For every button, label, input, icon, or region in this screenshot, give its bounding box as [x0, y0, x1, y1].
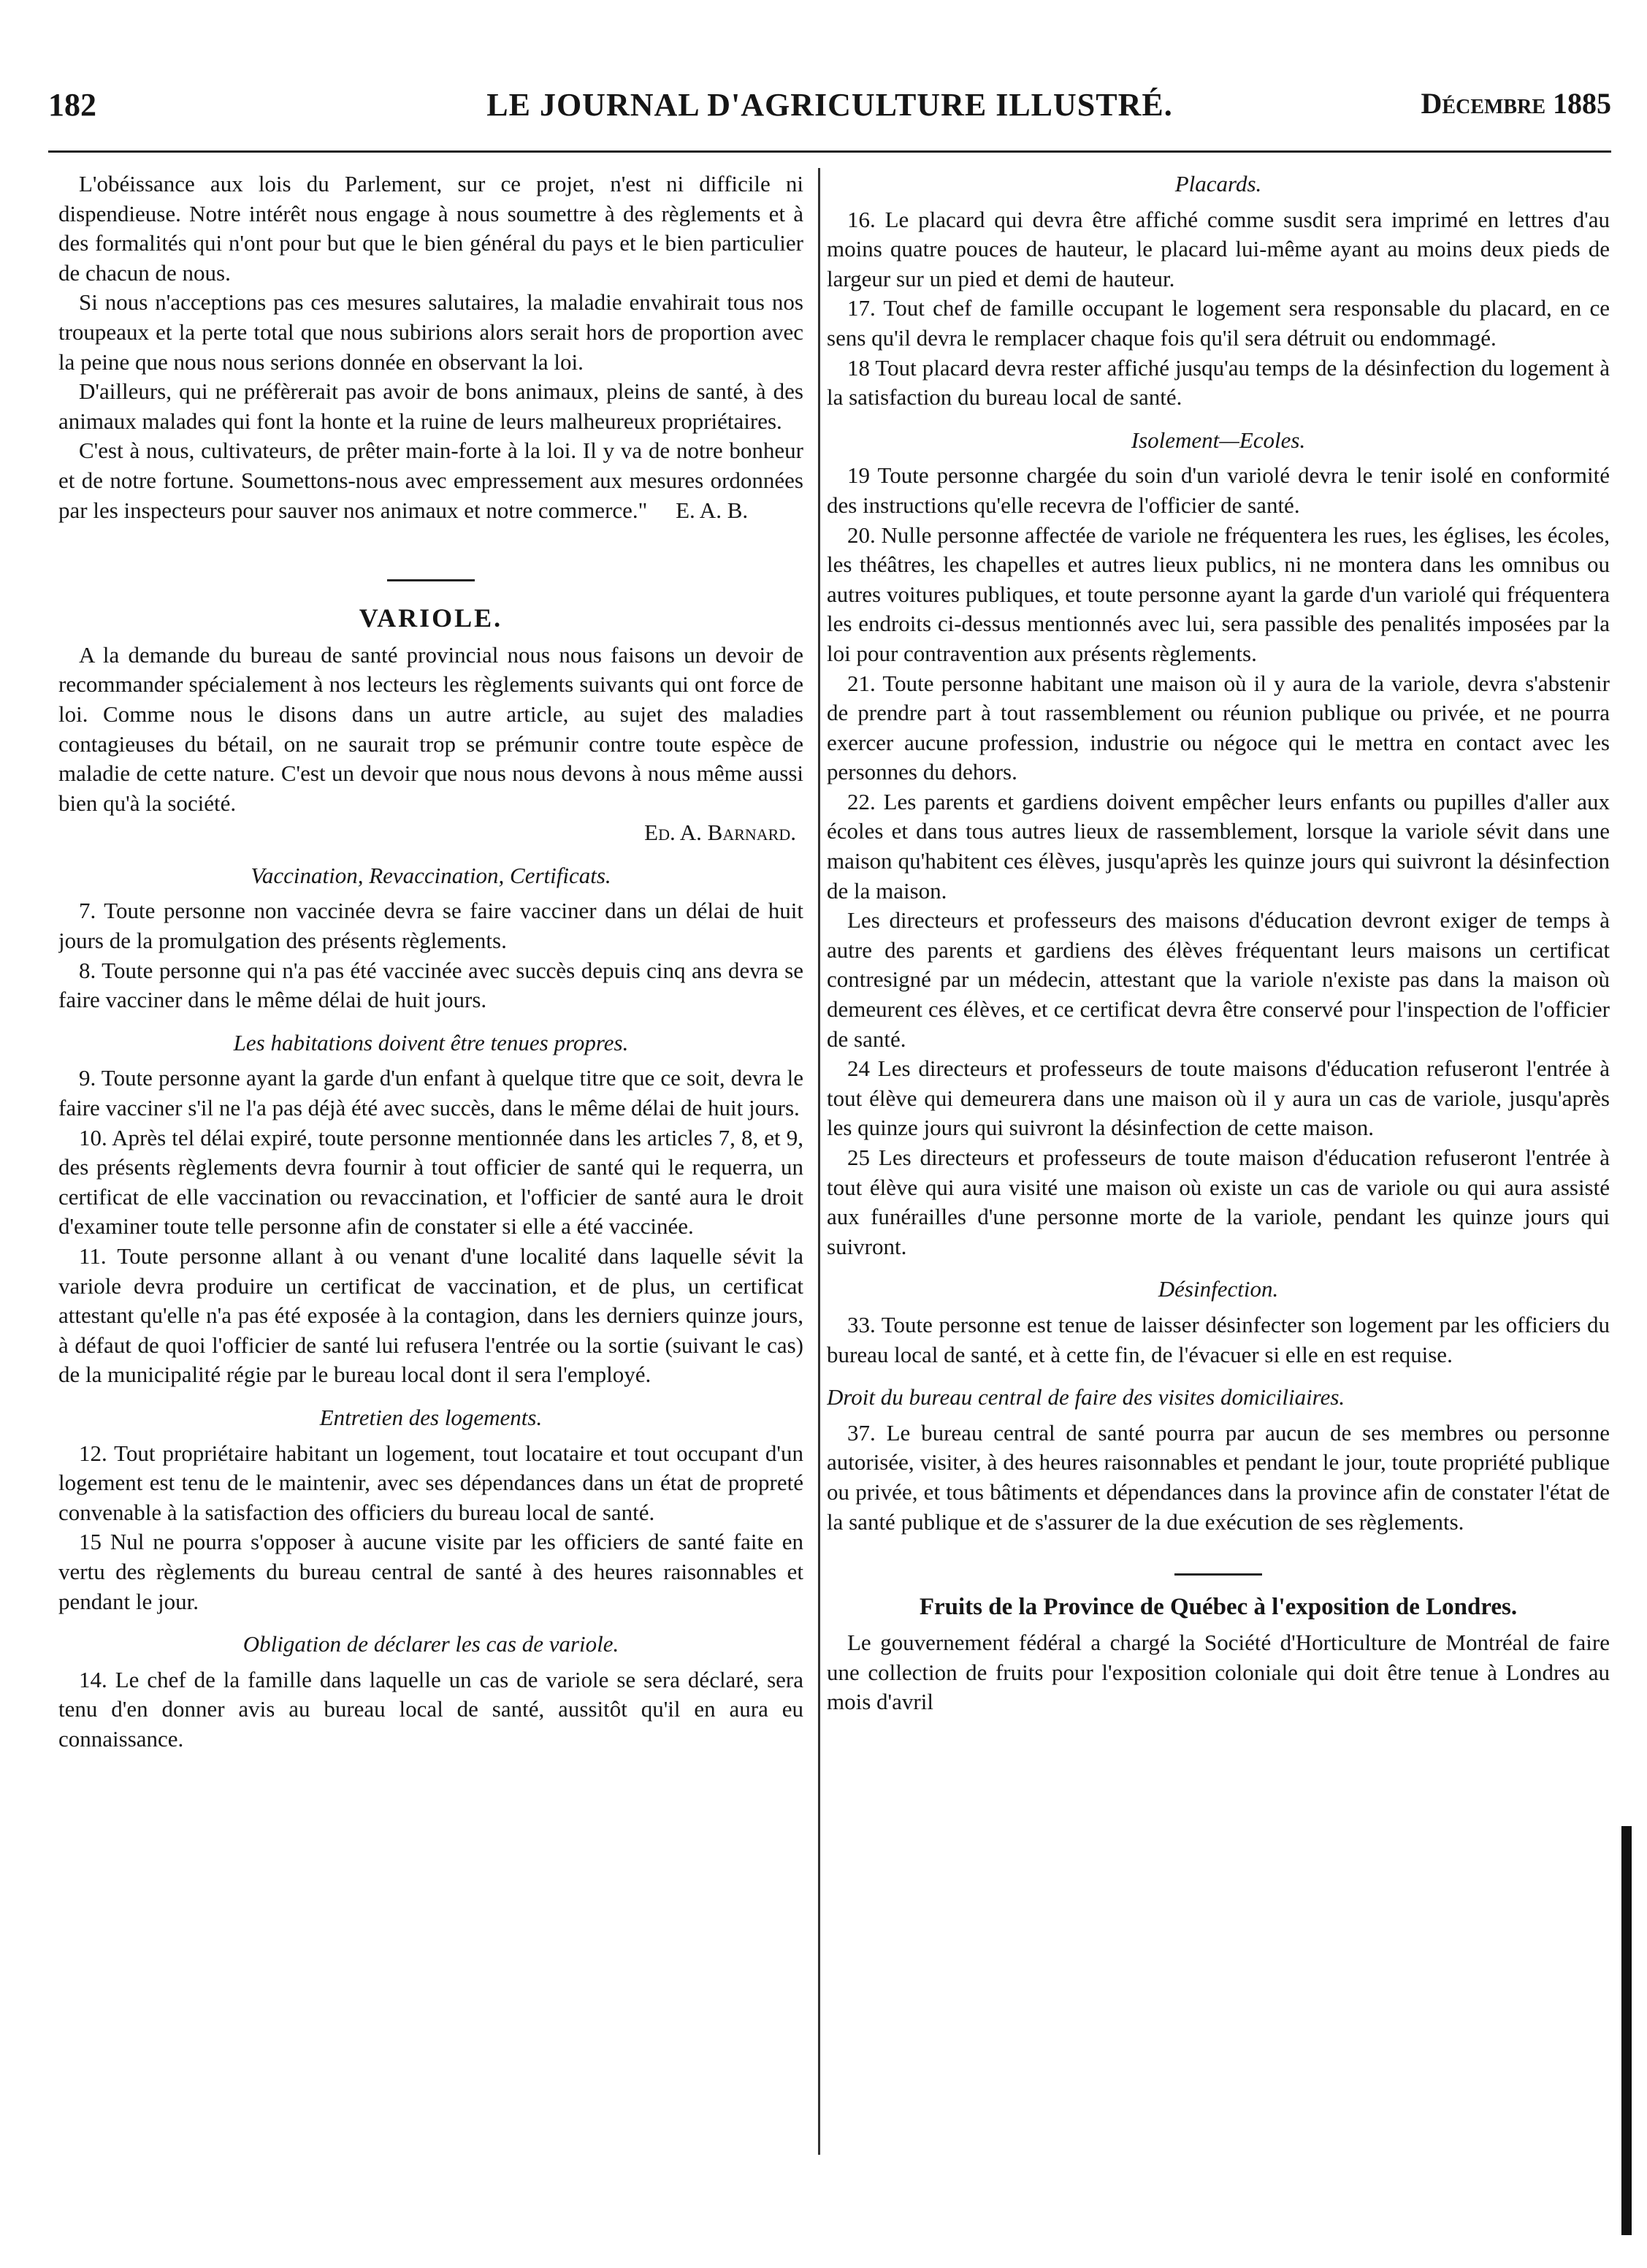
article-7: 7. Toute personne non vaccinée devra se faire vacciner dans un délai de huit jours de la promulgation des présents règlements. [58, 898, 803, 954]
article-19: 19 Toute personne chargée du soin d'un variolé devra le tenir isolé en conformité des instructions qu'elle recevra de l'officier de santé. [827, 462, 1610, 518]
left-column [58, 169, 803, 2171]
paragraph: D'ailleurs, qui ne préfèrerait pas avoir de bons animaux, pleins de santé, à des animaux malades qui font la honte et la ruine de leurs malheureux propriétaires. [58, 378, 803, 434]
article-24: 24 Les directeurs et professeurs de toute maisons d'éducation refuseront l'entrée à tout élève qui demeurera dans une maison où il y aura un cas de variole, jusqu'après les quinze jours qui suivront la désinfection de cette maison. [827, 1055, 1610, 1141]
paragraph: Les directeurs et professeurs des maisons d'éducation devront exiger de temps à autre des parents et gardiens des élèves fréquentant leurs maisons un certificat contresigné par un médecin, attestant que la variole n'existe pas dans la maison où demeurent ces élèves, et ce certificat devra être conservé pour l'inspection de l'officier de santé. [827, 907, 1610, 1052]
page-edge-mark [1621, 1826, 1632, 2235]
paragraph: Si nous n'acceptions pas ces mesures salutaires, la maladie envahirait tous nos troupeaux et la perte total que nous subirions alors serait hors de proportion avec la peine que nous nous serions donnée en observant la loi. [58, 289, 803, 375]
page-header [48, 86, 1611, 137]
article-18: 18 Tout placard devra rester affiché jusqu'au temps de la désinfection du logement à la satisfaction du bureau local de santé. [827, 354, 1610, 411]
subheading: Désinfection. [1158, 1276, 1279, 1302]
header-rule [48, 150, 1611, 153]
article-17: 17. Tout chef de famille occupant le logement sera responsable du placard, en ce sens qu'il devra le remplacer chaque fois qu'il sera détruit ou endommagé. [827, 295, 1610, 351]
article-8: 8. Toute personne qui n'a pas été vaccinée avec succès depuis cinq ans devra se faire vacciner dans le même délai de huit jours. [58, 957, 803, 1013]
signature-text: Ed. A. Barnard. [644, 820, 796, 846]
page-number: 182 [48, 87, 96, 123]
journal-title: LE JOURNAL D'AGRICULTURE ILLUSTRÉ. [486, 87, 1173, 123]
subheading: Droit du bureau central de faire des visites domiciliaires. [827, 1384, 1345, 1410]
section-title-fruits: Fruits de la Province de Québec à l'exposition de Londres. [919, 1594, 1518, 1621]
article-37: 37. Le bureau central de santé pourra par aucun de ses membres ou personne autorisée, visiter, à des heures raisonnables et pendant le jour, toute propriété publique ou privée, et tous bâtiments et dépendances dans la province afin de constater l'état de la santé publique et de s'assurer de la due exécution de ses règlements. [827, 1419, 1610, 1535]
paragraph [58, 436, 803, 525]
subheading: Les habitations doivent être tenues propres. [233, 1029, 629, 1055]
section-rule [1174, 1573, 1262, 1576]
author-initials: E. A. B. [676, 497, 749, 523]
article-15: 15 Nul ne pourra s'opposer à aucune visite par les officiers de santé faite en vertu des règlements du bureau central de santé à des heures raisonnables et pendant le jour. [58, 1529, 803, 1614]
section-title-variole: VARIOLE. [359, 603, 503, 633]
paragraph: L'obéissance aux lois du Parlement, sur ce projet, n'est ni difficile ni dispendieuse. Notre intérêt nous engage à nous soumettre à des règlements et à des formalités qui n'ont pour but que le bien général du pays et le bien particulier de chacun de nous. [58, 171, 803, 286]
article-16: 16. Le placard qui devra être affiché comme susdit sera imprimé en lettres d'au moins quatre pouces de hauteur, le placard lui-même ayant au moins deux pieds de largeur sur un pied et demi de hauteur. [827, 206, 1610, 291]
article-14: 14. Le chef de la famille dans laquelle un cas de variole se sera déclaré, sera tenu d'en donner avis au bureau local de santé, aussitôt qu'il en aura eu connaissance. [58, 1666, 803, 1752]
article-20: 20. Nulle personne affectée de variole ne fréquentera les rues, les églises, les écoles, les théâtres, les chapelles et autres lieux publics, ni ne montera dans les omnibus ou autres voitures publiques, et toute personne ayant la garde d'un variolé qui fréquentera les endroits ci-dessus mentionnés avec lui, sera passible des penalités imposées par la loi pour contravention aux présents règlements. [827, 522, 1610, 666]
article-9: 9. Toute personne ayant la garde d'un enfant à quelque titre que ce soit, devra le faire vacciner s'il ne l'a pas déjà été avec succès, dans le même délai de huit jours. [58, 1065, 803, 1121]
paragraph: Le gouvernement fédéral a chargé la Société d'Horticulture de Montréal de faire une collection de fruits pour l'exposition coloniale qui doit être tenue à Londres au mois d'avril [827, 1630, 1610, 1715]
signature [58, 818, 803, 848]
subheading: Entretien des logements. [319, 1404, 543, 1430]
issue-date: Décembre 1885 [1421, 87, 1611, 120]
article-25: 25 Les directeurs et professeurs de toute maison d'éducation refuseront l'entrée à tout élève qui aura visité une maison où existe un cas de variole ou qui aura assisté aux funérailles d'une personne morte de la variole, pendant les quinze jours qui suivront. [827, 1145, 1610, 1259]
article-11: 11. Toute personne allant à ou venant d'une localité dans laquelle sévit la variole devra produire un certificat de vaccination, et de plus, un certificat attestant qu'elle n'a pas été exposée à la contagion, dans les derniers quinze jours, à défaut de quoi l'officier de santé lui refusera l'entrée ou la sortie (suivant le cas) de la municipalité régie par le bureau local dont il sera l'employé. [58, 1243, 803, 1388]
column-divider [818, 168, 820, 2155]
paragraph: A la demande du bureau de santé provincial nous nous faisons un devoir de recommander spécialement à nos lecteurs les règlements suivants qui ont force de loi. Comme nous le disons dans un autre article, au sujet des maladies contagieuses du bétail, on ne saurait trop se prémunir contre toute espèce de maladie de cette nature. C'est un devoir que nous nous devons à nous même aussi bien qu'à la société. [58, 641, 803, 816]
article-33: 33. Toute personne est tenue de laisser désinfecter son logement par les officiers du bureau local de santé, et à cette fin, de l'évacuer si elle en est requise. [827, 1311, 1610, 1367]
section-rule [387, 579, 475, 581]
paragraph-text: C'est à nous, cultivateurs, de prêter main-forte à la loi. Il y va de notre bonheur et de notre fortune. Soumettons-nous avec empressement aux mesures ordonnées par les inspecteurs pour sauver nos animaux et notre commerce." [58, 438, 803, 523]
right-column [827, 169, 1610, 2171]
subheading: Vaccination, Revaccination, Certificats. [251, 862, 611, 888]
subheading: Obligation de déclarer les cas de variole. [242, 1631, 619, 1657]
article-12: 12. Tout propriétaire habitant un logement, tout locataire et tout occupant d'un logement est tenu de le maintenir, avec ses dépendances dans un état de propreté convenable à la satisfaction des officiers du bureau local de santé. [58, 1440, 803, 1525]
article-22: 22. Les parents et gardiens doivent empêcher leurs enfants ou pupilles d'aller aux écoles et dans tous autres lieux de rassemblement, lorsque la variole sévit dans une maison qu'habitent ces élèves, jusqu'après les quinze jours qui suivront la désinfection de la maison. [827, 788, 1610, 904]
subheading: Isolement—Ecoles. [1131, 427, 1306, 453]
article-10: 10. Après tel délai expiré, toute personne mentionnée dans les articles 7, 8, et 9, des présents règlements devra fournir à tout officier de santé qui le requerra, un certificat de elle vaccination ou revaccination, et l'officier de santé aura le droit d'examiner toute telle personne afin de constater si elle a été vaccinée. [58, 1124, 803, 1240]
article-21: 21. Toute personne habitant une maison où il y aura de la variole, devra s'abstenir de prendre part à tout rassemblement ou réunion publique ou privée, et ne pourra exercer aucune profession, industrie ou négoce qui le mettra en contact avec les personnes du dehors. [827, 670, 1610, 785]
subheading: Placards. [1174, 171, 1262, 196]
